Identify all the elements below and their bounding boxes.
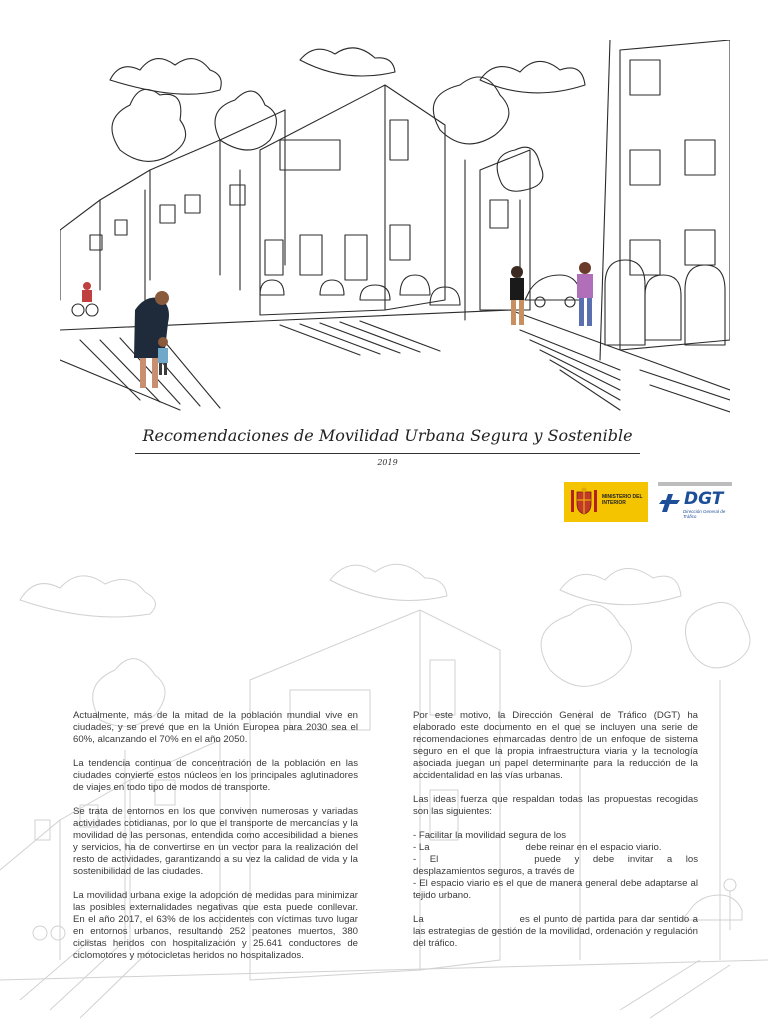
dgt-mark-icon [658, 490, 684, 516]
left-text-column [73, 710, 358, 974]
paragraph: Se trata de entornos en los que conviven numerosas y variadas actividades cotidianas, por lo que el transporte de mercancías y la movilidad de las personas, entendida como accesibilidad a bienes y servicios, ha de convertirse en un vector para la realización del resto de actividades, garantizando a su vez la calidad de vida y la sostenibilidad de las ciudades. [73, 806, 358, 877]
paragraph: Por este motivo, la Dirección General de Tráfico (DGT) ha elaborado este documento en el que se incluyen una serie de recomendaciones enmarcadas dentro de un enfoque de sistema seguro en el que la propia infraestructura viaria y la tecnología asociada juegan un papel determinante para la reducción de la accidentalidad en las vías urbanas. [413, 710, 698, 781]
right-text-column [413, 710, 698, 962]
ministerio-label: MINISTERIO DEL INTERIOR [602, 494, 643, 506]
dgt-subtitle: Dirección General de Tráfico [683, 509, 726, 519]
list-item [413, 878, 698, 902]
list-item [413, 854, 698, 878]
paragraph: Las ideas fuerza que respaldan todas las propuestas recogidas son las siguientes: [413, 794, 698, 817]
closing-paragraph [413, 914, 698, 950]
paragraph: Actualmente, más de la mitad de la población mundial vive en ciudades, y se prevé que en la Unión Europea para 2030 sea el 60%, alcanzando el 70% en el año 2050. [73, 710, 358, 745]
list-item-text: - Facilitar la movilidad segura de los [413, 830, 567, 841]
document-title: Recomendaciones de Movilidad Urbana Segura y Sostenible [142, 426, 633, 445]
paragraph: La movilidad urbana exige la adopción de medidas para minimizar las posibles externalidades negativas que esta puede conllevar. En el año 2017, el 63% de los accidentes con víctimas tuvo lugar en entornos urbanos, resultando 252 peatones muertos, 380 ciclistas heridos con hospitalización y 25.641 conductores de ciclomotores y motocicletas heridos no hospitalizados. [73, 890, 358, 961]
list-item-text: puede y debe invitar a los desplazamientos seguros, a través de [413, 854, 699, 877]
list-item [413, 842, 698, 854]
street-illustration [60, 40, 730, 415]
spain-coat-of-arms-icon [568, 486, 600, 518]
list-item-text: debe reinar en el espacio viario. [525, 842, 662, 853]
dgt-logo-bar [658, 482, 732, 486]
closing-text: es el punto de partida para dar sentido a las estrategias de gestión de la movilidad, ordenación y regulación del tráfico. [413, 914, 698, 949]
document-year: 2019 [377, 458, 398, 467]
ministerio-interior-logo [564, 482, 648, 522]
list-item-text: - El espacio viario es el que de manera general debe adaptarse al tejido urbano. [413, 878, 698, 901]
list-item [413, 830, 698, 842]
dgt-logo [654, 482, 732, 522]
list-item-text: - El [413, 854, 439, 865]
list-item-text: - La [413, 842, 430, 853]
paragraph: La tendencia continua de concentración de la población en las ciudades convierte estos núcleos en los principales aglutinadores de viajes en todo tipo de modos de transporte. [73, 758, 358, 793]
title-divider [135, 453, 640, 454]
closing-text: La [413, 914, 424, 925]
dgt-wordmark: DGT [684, 489, 724, 509]
